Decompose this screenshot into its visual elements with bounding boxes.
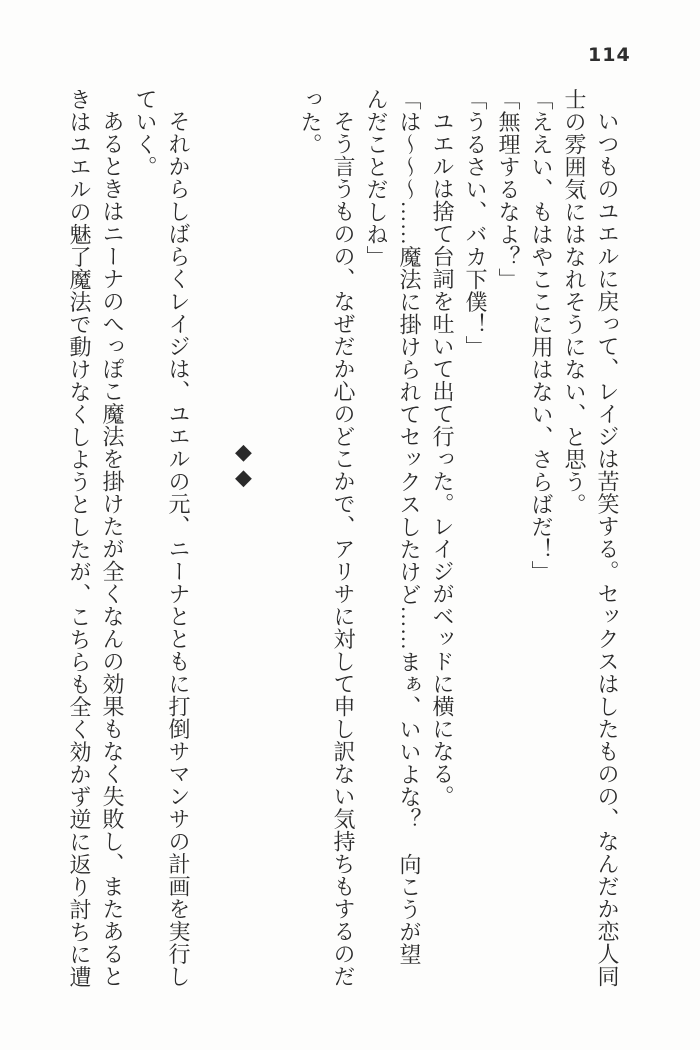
blank-line <box>261 88 294 988</box>
text-line: 「ええい、もはやここに用はない、さらばだ！」 <box>529 88 554 583</box>
text-line: ていく。 <box>133 88 158 178</box>
text-line: いつものユエルに戻って、レイジは苦笑する。セックスはしたものの、なんだか恋人同 <box>595 110 620 988</box>
vertical-text-block <box>63 88 624 988</box>
text-line: きはユエルの魅了魔法で動けなくしようとしたが、こちらも全く効かず逆に返り討ちに遭 <box>67 88 92 988</box>
text-line: った。 <box>298 88 323 156</box>
text-line: 「は〜〜〜……魔法に掛けられてセックスしたけど……まぁ、いいよな？ 向こうが望 <box>397 88 422 966</box>
page-number: 114 <box>588 44 631 66</box>
text-line: それからしばらくレイジは、ユエルの元、ニーナとともに打倒サマンサの計画を実行し <box>166 110 191 988</box>
text-line: 「うるさい、バカ下僕！」 <box>463 88 488 358</box>
text-line: そう言うものの、なぜだか心のどこかで、アリサに対して申し訳ない気持ちもするのだ <box>331 110 356 988</box>
text-line: ユエルは捨て台詞を吐いて出て行った。レイジがベッドに横になる。 <box>430 110 455 808</box>
section-break-diamonds: ◆◆ <box>232 440 257 491</box>
blank-line <box>195 88 228 988</box>
text-line: 士の雰囲気にはなれそうにない、と思う。 <box>562 88 587 516</box>
text-line: んだことだしね」 <box>364 88 389 268</box>
text-line: あるときはニーナのへっぽこ魔法を掛けたが全くなんの効果もなく失敗し、またあると <box>100 110 125 988</box>
text-line: 「無理するなよ？」 <box>496 88 521 291</box>
